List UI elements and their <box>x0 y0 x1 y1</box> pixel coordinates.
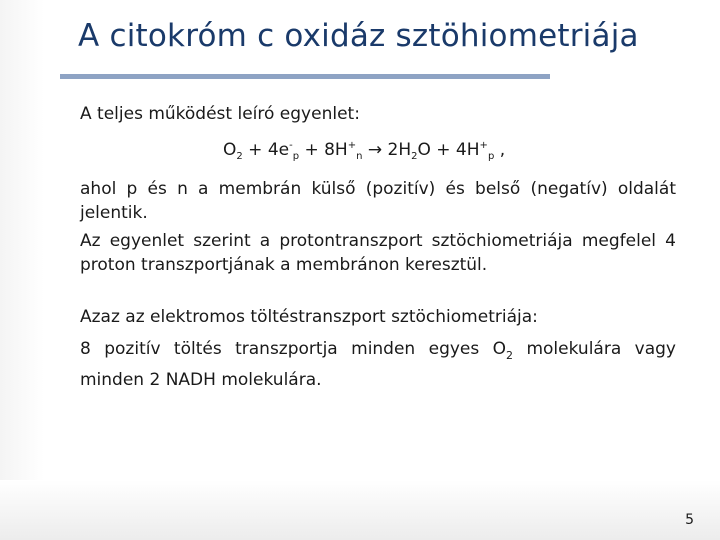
charge-statement: 8 pozitív töltés transzportja minden egyes $O_2$ molekulára vagy minden 2 NADH molekulára. <box>80 339 676 390</box>
left-decor-band <box>0 0 44 540</box>
intro-text: A teljes működést leíró egyenlet: <box>80 104 360 124</box>
slide-title: A citokróm c oxidáz sztöhiometriája <box>78 18 639 54</box>
page-number: 5 <box>685 512 694 528</box>
title-underline <box>60 74 550 79</box>
proton-statement: Az egyenlet szerint a protontranszport sztöchiometriája megfelel 4 proton transzportjának a membránon keresztül. <box>80 231 676 275</box>
bottom-decor-band <box>0 480 720 540</box>
reaction-equation: $O_2 + 4e^-_p + 8H^+_n \to 2H_2O + 4H^+_p$ , <box>223 140 506 162</box>
reaction-arrow: → <box>362 140 388 160</box>
explanation-text: ahol p és n a membrán külső (pozitív) és belső (negatív) oldalát jelentik. <box>80 179 676 223</box>
charge-heading: Azaz az elektromos töltéstranszport sztöchiometriája: <box>80 307 538 327</box>
slide-body <box>80 102 676 392</box>
